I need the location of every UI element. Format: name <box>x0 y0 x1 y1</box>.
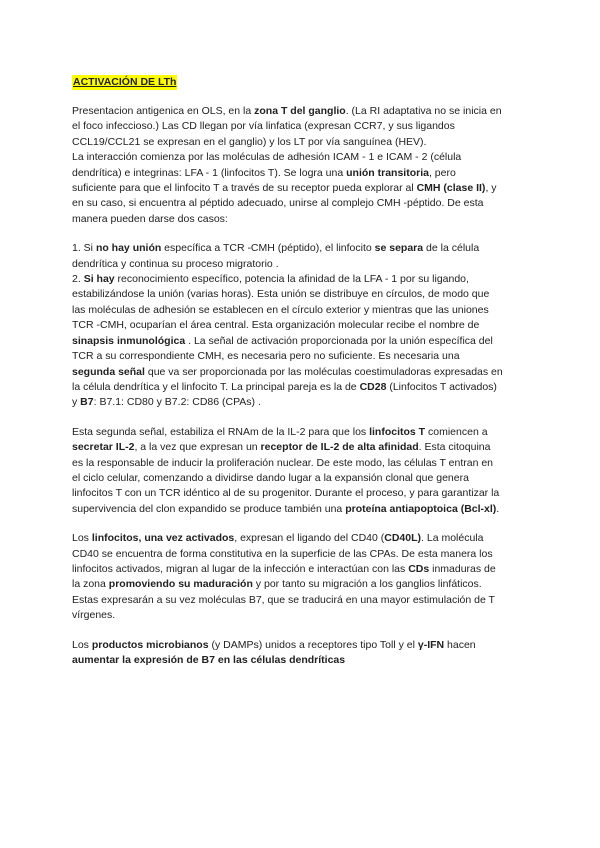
paragraph <box>72 104 532 227</box>
text-line <box>72 653 532 668</box>
text-line <box>72 562 532 577</box>
text-run: linfocitos activados, migran al lugar de la infección e interactúan con las <box>72 562 409 575</box>
bold-text: se separa <box>374 242 424 255</box>
text-run: manera pueden darse dos casos: <box>72 212 228 225</box>
text-run: que va ser proporcionada por las moléculas coestimuladoras expresadas en <box>144 365 503 378</box>
text-run: CD40 se encuentra de forma constitutiva en la superficie de las CPAs. De esta manera los <box>72 547 493 560</box>
text-run: vírgenes. <box>72 609 116 622</box>
paragraph <box>72 531 532 623</box>
text-run: Esta segunda señal, estabiliza el RNAm de la IL-2 para que los <box>72 425 370 438</box>
bold-text: sinapsis inmunológica <box>72 334 186 347</box>
text-run: el foco infeccioso.) Las CD llegan por vía linfatica (expresan CCR7, y sus ligandos <box>72 120 455 133</box>
text-line <box>72 547 532 562</box>
bold-text: promoviendo su maduración <box>108 578 253 591</box>
text-line <box>72 380 532 395</box>
text-run: el ciclo celular, comenzando a dividirse dando lugar a la expansión clonal que genera <box>72 471 469 484</box>
text-run: específica a TCR -CMH (péptido), el linfocito <box>161 242 375 255</box>
text-line <box>72 257 532 272</box>
bold-text: proteína antiapoptoica (Bcl-xl) <box>345 502 497 515</box>
text-run: : B7.1: CD80 y B7.2: CD86 (CPAs) . <box>93 396 261 409</box>
bold-text: aumentar la expresión de B7 en las células dendríticas <box>72 654 346 666</box>
text-run: la zona <box>72 578 109 591</box>
text-run: de la célula <box>423 242 480 255</box>
text-line <box>72 212 532 227</box>
text-line <box>72 303 532 318</box>
bold-text: secretar IL-2 <box>72 441 135 454</box>
text-run: . (La RI adaptativa no se inicia en <box>345 105 502 117</box>
text-run: y por tanto su migración a los ganglios linfáticos. <box>252 578 482 591</box>
bold-text: no hay unión <box>95 242 162 255</box>
bold-text: Si hay <box>83 273 115 286</box>
text-line <box>72 272 532 287</box>
text-line <box>72 104 532 119</box>
text-run: es la responsable de inducir la proliferación nuclear. De este modo, las células T entran en <box>72 456 494 469</box>
text-run: dendrítica) e integrinas: LFA - 1 (linfocitos T). Se logra una <box>72 166 347 179</box>
text-run: CCL19/CCL21 se expresan en el ganglio) y los LT por vía sanguínea (HEV). <box>72 135 427 148</box>
paragraph-container <box>72 104 532 668</box>
text-line <box>72 150 532 165</box>
paragraph <box>72 425 532 517</box>
bold-text: segunda señal <box>72 365 145 378</box>
text-run: , a la vez que expresan un <box>134 441 261 454</box>
document-title: ACTIVACIÓN DE LTh <box>73 76 177 88</box>
text-run: . <box>496 502 500 515</box>
bold-text: linfocitos T <box>369 425 426 438</box>
text-run: Los <box>72 638 92 651</box>
bold-text: receptor de IL-2 de alta afinidad <box>260 441 419 454</box>
bold-text: CDs <box>408 562 430 575</box>
paragraph <box>72 638 532 669</box>
bold-text: B7 <box>80 396 94 409</box>
text-run: 1. Si <box>72 242 96 255</box>
text-run: Estas expresarán a su vez moléculas B7, que se traducirá en una mayor estimulación de T <box>72 593 495 606</box>
text-run: (y DAMPs) unidos a receptores tipo Toll y el <box>208 638 418 651</box>
text-run: La interacción comienza por las moléculas de adhesión ICAM - 1 e ICAM - 2 (célula <box>72 151 462 164</box>
bold-text: CD40L) <box>384 532 422 545</box>
text-run: dendrítica y continua su proceso migratorio . <box>72 257 279 270</box>
text-line <box>72 608 532 623</box>
text-run: TCR a su correspondiente CMH, es necesaria pero no suficiente. Es necesaria una <box>72 350 460 363</box>
text-run: inmaduras de <box>429 562 496 575</box>
text-line <box>72 119 532 134</box>
text-run: , y <box>485 182 497 195</box>
text-run: estabilizándose la unión (varias horas). Esta unión se distribuye en círculos, de modo que <box>72 288 490 301</box>
text-run: . Esta citoquina <box>418 441 491 454</box>
text-line <box>72 318 532 333</box>
text-run: hacen <box>444 638 476 651</box>
text-run: Presentacion antigenica en OLS, en la <box>72 105 255 117</box>
text-run: . La señal de activación proporcionada por la unión específica del <box>185 334 493 347</box>
text-run: TCR -CMH, ocuparían el área central. Esta organización molecular recibe el nombre de <box>72 319 480 332</box>
text-run: linfocitos T con un TCR idéntico al de su progenitor. Durante el proceso, y para garantizar la <box>72 487 500 500</box>
text-run: supervivencia del clon expandido se produce también una <box>72 502 346 515</box>
text-run: y <box>72 396 81 409</box>
text-line <box>72 577 532 592</box>
text-line <box>72 241 532 256</box>
text-line <box>72 349 532 364</box>
document-body <box>72 72 532 682</box>
text-run: , expresan el ligando del CD40 ( <box>234 532 385 545</box>
text-run: (Linfocitos T activados) <box>386 380 497 393</box>
text-line <box>72 593 532 608</box>
text-run: las moléculas de adhesión se establecen en el círculo exterior y mientras que las uniones <box>72 303 489 316</box>
text-line <box>72 440 532 455</box>
text-run: la célula dendrítica y el linfocito T. La principal pareja es la de <box>72 380 360 393</box>
text-line <box>72 502 532 517</box>
text-line <box>72 638 532 653</box>
text-run: , pero <box>428 166 456 179</box>
bold-text: zona T del ganglio <box>254 105 346 117</box>
text-line <box>72 395 532 410</box>
text-line <box>72 365 532 380</box>
paragraph <box>72 241 532 410</box>
text-line <box>72 486 532 501</box>
text-line <box>72 135 532 150</box>
text-line <box>72 196 532 211</box>
text-run: reconocimiento específico, potencia la afinidad de la LFA - 1 por su ligando, <box>114 273 469 286</box>
text-line <box>72 166 532 181</box>
bold-text: productos microbianos <box>91 638 209 651</box>
bold-text: unión transitoria <box>346 166 429 179</box>
bold-text: linfocitos, una vez activados <box>91 532 235 545</box>
bold-text: CMH (clase II) <box>416 182 486 195</box>
text-line <box>72 471 532 486</box>
bold-text: CD28 <box>359 380 387 393</box>
text-line <box>72 531 532 546</box>
text-line <box>72 334 532 349</box>
bold-text: γ-IFN <box>417 638 445 651</box>
text-run: . La molécula <box>421 532 484 545</box>
text-run: en su caso, si encuentra al péptido adecuado, unirse al complejo CMH -péptido. De esta <box>72 197 484 210</box>
text-line <box>72 287 532 302</box>
text-line <box>72 181 532 196</box>
text-line <box>72 425 532 440</box>
text-run: suficiente para que el linfocito T a través de su receptor pueda explorar al <box>72 182 417 195</box>
text-line <box>72 456 532 471</box>
text-run: Los <box>72 532 92 545</box>
text-run: 2. <box>72 273 84 286</box>
text-run: comiencen a <box>425 425 488 438</box>
